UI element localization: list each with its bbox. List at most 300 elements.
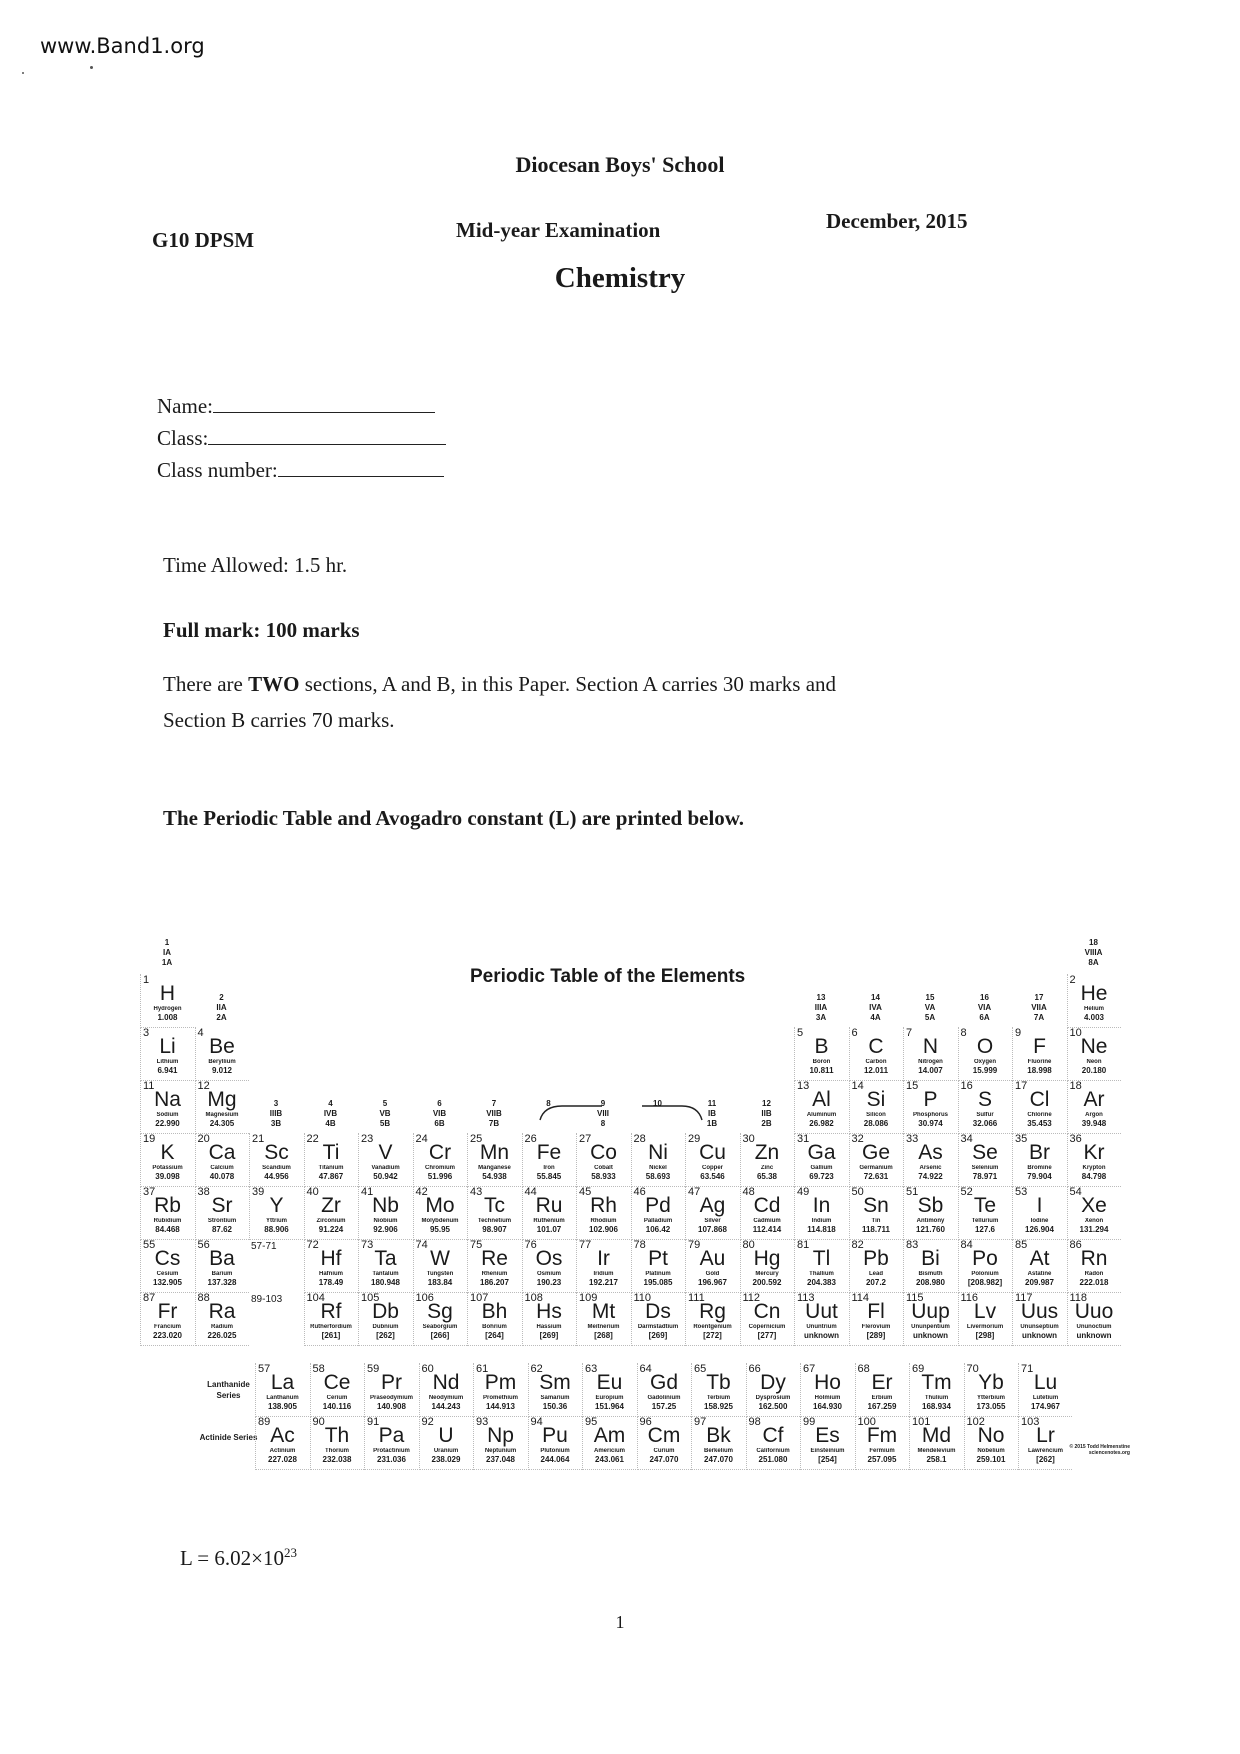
group-header-6 [413,1099,467,1129]
element-symbol: Eu [596,1371,623,1394]
atomic-weight: 65.38 [756,1172,778,1181]
atomic-number: 48 [742,1186,755,1198]
atomic-number: 66 [748,1363,761,1375]
group-label: 1A [161,958,173,967]
atomic-number: 31 [797,1133,810,1145]
series-placeholder: 89-103 [251,1294,283,1305]
group-label: 18 [1089,938,1098,947]
element-symbol: Rn [1080,1247,1108,1270]
element-symbol: Rg [699,1300,726,1323]
atomic-weight: 58.933 [591,1172,616,1181]
atomic-number: 39 [252,1186,265,1198]
atomic-number: 28 [633,1133,646,1145]
element-cell-sn [849,1186,903,1240]
element-symbol: Ne [1080,1035,1108,1058]
element-symbol: Tm [921,1371,952,1394]
sections-line-1 [163,672,1063,697]
element-name: Platinum [645,1271,671,1277]
element-cell-kr [1067,1133,1121,1187]
element-name: Neon [1086,1059,1102,1065]
element-cell-db [358,1292,412,1346]
element-name: Thallium [809,1271,834,1277]
atomic-weight: 114.818 [807,1225,836,1234]
name-field[interactable] [157,392,435,419]
element-name: Thorium [325,1448,349,1454]
element-cell-in [794,1186,848,1240]
element-cell-ca [195,1133,249,1187]
group-label: IB [708,1109,716,1118]
element-name: Europium [595,1395,624,1401]
element-name: Tantalum [372,1271,399,1277]
atomic-weight: 69.723 [809,1172,834,1181]
atomic-number: 3 [143,1027,150,1039]
element-cell-ge [849,1133,903,1187]
element-cell-sm [528,1363,582,1417]
element-cell-fr [140,1292,194,1346]
atomic-weight: 178.49 [318,1278,344,1287]
group-label: 9 [600,1099,606,1108]
atomic-weight: 107.868 [698,1225,727,1234]
group-header-7 [467,1099,521,1129]
element-name: Lutetium [1032,1395,1059,1401]
atomic-weight: 190.23 [536,1278,562,1287]
element-symbol: Pm [484,1371,517,1394]
element-name: Copernicium [748,1324,786,1330]
element-name: Lanthanum [266,1395,299,1401]
group-header-5 [358,1099,412,1129]
element-cell-fe [522,1133,576,1187]
element-cell-as [903,1133,957,1187]
element-symbol: Ac [270,1424,295,1447]
element-symbol: Si [866,1088,886,1111]
atomic-weight: 168.934 [922,1402,951,1411]
element-name: Curium [653,1448,675,1454]
element-cell-pb [849,1239,903,1293]
element-cell-ir [576,1239,630,1293]
avogadro-exponent: 23 [284,1545,297,1560]
element-name: Tellurium [971,1218,999,1224]
element-name: Roentgenium [693,1324,732,1330]
element-symbol: P [923,1088,938,1111]
atomic-weight: 186.207 [480,1278,509,1287]
group-label: 1 [164,938,170,947]
element-symbol: Hf [320,1247,342,1270]
element-symbol: Uut [805,1300,838,1323]
element-cell-sb [903,1186,957,1240]
element-name: Seaborgium [422,1324,458,1330]
element-cell-ho [800,1363,854,1417]
copyright-line: sciencenotes.org [1088,1450,1130,1456]
element-cell-tm [909,1363,963,1417]
scan-speck [22,72,24,74]
element-cell-ta [358,1239,412,1293]
element-cell-cd [740,1186,794,1240]
element-name: Gadolinium [647,1395,681,1401]
atomic-number: 64 [639,1363,652,1375]
atomic-number: 104 [306,1292,325,1304]
atomic-weight: 112.414 [752,1225,782,1234]
element-cell-cs [140,1239,194,1293]
atomic-weight: 251.080 [758,1455,788,1464]
atomic-number: 73 [361,1239,374,1251]
element-name: Titanium [318,1165,344,1171]
atomic-number: 97 [694,1416,707,1428]
avogadro-constant [180,1545,297,1571]
element-name: Holmium [814,1395,841,1401]
element-symbol: Tb [706,1371,731,1394]
element-name: Potassium [152,1165,183,1171]
copyright-line: © 2015 Todd Helmenstine [1069,1444,1130,1450]
element-name: Astatine [1027,1271,1052,1277]
atomic-number: 2 [1069,974,1076,986]
group-label: 11 [707,1099,717,1108]
atomic-weight: 162.500 [758,1402,788,1411]
element-symbol: Nd [432,1371,460,1394]
atomic-weight: 257.095 [867,1455,897,1464]
class-number-field[interactable] [157,456,444,483]
atomic-weight: [277] [757,1331,777,1340]
group-label: 7 [491,1099,497,1108]
atomic-number: 33 [906,1133,919,1145]
element-name: Fermium [869,1448,895,1454]
atomic-number: 111 [688,1292,705,1304]
element-symbol: B [814,1035,829,1058]
element-symbol: Bk [706,1424,731,1447]
element-name: Promethium [482,1395,518,1401]
atomic-weight: 74.922 [918,1172,943,1181]
atomic-number: 53 [1015,1186,1028,1198]
time-allowed: Time Allowed: 1.5 hr. [163,553,348,577]
atomic-weight: 24.305 [209,1119,235,1128]
group-label: 2 [219,993,224,1002]
element-symbol: Ag [699,1194,726,1217]
atomic-number: 29 [688,1133,701,1145]
atomic-number: 37 [143,1186,156,1198]
atomic-weight: 95.95 [429,1225,451,1234]
atomic-weight: 18.998 [1027,1066,1052,1075]
atomic-number: 19 [143,1133,156,1145]
element-name: Hydrogen [153,1006,182,1012]
group-header-13 [794,993,848,1023]
element-cell-ds [631,1292,685,1346]
atomic-weight: 63.546 [700,1172,725,1181]
atomic-number: 26 [524,1133,537,1145]
atomic-weight: 167.259 [867,1402,897,1411]
atomic-weight: [269] [648,1331,668,1340]
atomic-number: 14 [851,1080,864,1092]
element-cell-pa [364,1416,418,1470]
element-cell-th [310,1416,364,1470]
atomic-number: 55 [143,1239,156,1251]
group-label: IA [163,948,171,957]
group-label: 4B [325,1119,336,1128]
group-header-12 [740,1099,794,1129]
group-label: 5B [379,1119,391,1128]
element-name: Plutonium [540,1448,570,1454]
atomic-number: 25 [470,1133,483,1145]
element-symbol: Ce [323,1371,351,1394]
atomic-number: 22 [306,1133,319,1145]
atomic-number: 50 [851,1186,864,1198]
element-cell-ni [631,1133,685,1187]
element-symbol: Lv [973,1300,997,1323]
atomic-number: 6 [851,1027,858,1039]
atomic-number: 87 [143,1292,156,1304]
element-symbol: W [430,1247,450,1270]
group-label: 4A [870,1013,881,1022]
element-cell-hs [522,1292,576,1346]
atomic-number: 108 [524,1292,543,1304]
atomic-number: 83 [906,1239,919,1251]
atomic-number: 59 [367,1363,380,1375]
element-symbol: At [1029,1247,1050,1270]
element-name: Lead [868,1271,883,1277]
atomic-number: 90 [312,1416,325,1428]
element-name: Uranium [433,1448,459,1454]
group-label: 3 [273,1099,279,1108]
element-name: Neodymium [428,1395,464,1401]
element-cell-rf [304,1292,358,1346]
element-symbol: Cr [428,1141,452,1164]
element-symbol: Ba [209,1247,235,1270]
element-name: Phosphorus [912,1112,948,1118]
element-name: Iron [543,1165,555,1171]
atomic-number: 10 [1069,1027,1082,1039]
atomic-weight: [289] [866,1331,886,1340]
element-name: Silicon [866,1112,886,1118]
element-name: Samarium [540,1395,570,1401]
atomic-number: 78 [633,1239,646,1251]
element-name: Gold [705,1271,720,1277]
element-cell-h [140,974,194,1028]
class-field[interactable] [157,424,446,451]
element-cell-ti [304,1133,358,1187]
atomic-number: 93 [476,1416,489,1428]
element-cell-lu [1018,1363,1072,1417]
atomic-number: 88 [197,1292,210,1304]
element-cell-tc [467,1186,521,1240]
element-symbol: Al [812,1088,831,1111]
atomic-number: 100 [857,1416,876,1428]
atomic-number: 109 [579,1292,598,1304]
element-cell-sc [249,1133,303,1187]
atomic-weight: 12.011 [863,1066,889,1075]
atomic-number: 43 [470,1186,483,1198]
atomic-weight: [272] [703,1331,722,1340]
element-symbol: V [378,1141,393,1164]
element-symbol: Es [815,1424,840,1447]
element-cell-i [1012,1186,1066,1240]
periodic-table [140,920,1130,1470]
atomic-weight: 244.064 [540,1455,570,1464]
element-symbol: Co [590,1141,617,1164]
atomic-number: 71 [1021,1363,1034,1375]
atomic-number: 62 [530,1363,543,1375]
class-blank[interactable] [208,424,446,445]
element-symbol: Zr [321,1194,341,1217]
element-name: Cerium [326,1395,348,1401]
atomic-weight: 35.453 [1027,1119,1052,1128]
element-name: Niobium [373,1218,398,1224]
element-symbol: Nb [372,1194,399,1217]
class-number-blank[interactable] [278,456,444,477]
element-cell-fm [855,1416,909,1470]
element-symbol: Mn [479,1141,510,1164]
element-cell-y [249,1186,303,1240]
element-name: Magnesium [205,1112,239,1118]
group-label: VIIA [1031,1003,1047,1012]
element-cell-md [909,1416,963,1470]
atomic-weight: unknown [803,1331,840,1340]
element-name: Americium [593,1448,625,1454]
atomic-number: 20 [197,1133,210,1145]
atomic-number: 38 [197,1186,210,1198]
series-label: Lanthanide Series [207,1380,250,1400]
element-cell-te [958,1186,1012,1240]
periodic-table-title: Periodic Table of the Elements [470,966,746,987]
element-name: Polonium [971,1271,999,1277]
element-name: Bromine [1027,1165,1052,1171]
atomic-number: 13 [797,1080,810,1092]
atomic-weight: 39.948 [1081,1119,1107,1128]
element-name: Cobalt [594,1165,613,1171]
atomic-weight: 223.020 [153,1331,182,1340]
element-symbol: As [918,1141,943,1164]
series-label: Actinide Series [199,1433,258,1442]
element-symbol: Po [972,1247,998,1270]
element-cell-cn [740,1292,794,1346]
atomic-weight: 137.328 [207,1278,237,1287]
element-name: Zirconium [316,1218,346,1224]
element-name: Scandium [262,1165,291,1171]
element-cell-mt [576,1292,630,1346]
element-symbol: Cn [753,1300,781,1323]
atomic-weight: 22.990 [155,1119,180,1128]
element-name: Chromium [425,1165,455,1171]
atomic-number: 113 [797,1292,815,1304]
element-symbol: Pb [863,1247,889,1270]
atomic-weight: 51.996 [427,1172,453,1181]
element-cell-k [140,1133,194,1187]
element-symbol: Uuo [1074,1300,1114,1323]
atomic-weight: 192.217 [589,1278,618,1287]
atomic-weight: 50.942 [373,1172,398,1181]
element-cell-pu [528,1416,582,1470]
element-cell-v [358,1133,412,1187]
element-symbol: Yb [978,1371,1004,1394]
element-symbol: Sr [211,1194,233,1217]
atomic-weight: 238.029 [431,1455,461,1464]
atomic-number: 16 [960,1080,973,1092]
atomic-number: 94 [530,1416,543,1428]
element-name: Meitnerium [587,1324,620,1330]
element-name: Terbium [706,1395,731,1401]
element-name: Lawrencium [1027,1448,1063,1454]
element-name: Mercury [755,1271,779,1277]
element-name: Technetium [477,1218,512,1224]
atomic-number: 84 [960,1239,973,1251]
atomic-number: 110 [633,1292,652,1304]
element-cell-ra [195,1292,249,1346]
group-label: 2B [761,1119,772,1128]
atomic-number: 112 [742,1292,761,1304]
atomic-number: 79 [688,1239,701,1251]
element-cell-cf [746,1416,800,1470]
atomic-number: 4 [197,1027,204,1039]
atomic-weight: 44.956 [264,1172,289,1181]
element-symbol: Y [269,1194,284,1217]
atomic-weight: 106.42 [645,1225,671,1234]
atomic-weight: 243.061 [595,1455,624,1464]
atomic-number: 17 [1015,1080,1028,1092]
atomic-number: 116 [960,1292,979,1304]
element-name: Protactinium [373,1448,410,1454]
atomic-weight: [262] [376,1331,395,1340]
group-label: 6B [434,1119,445,1128]
atomic-weight: 140.116 [322,1402,352,1411]
element-name: Cadmium [753,1218,781,1224]
element-cell-li [140,1027,194,1081]
group-label: 1B [706,1119,718,1128]
element-cell-w [413,1239,467,1293]
group-label: 3A [815,1013,827,1022]
element-symbol: Ds [645,1300,671,1323]
atomic-number: 15 [906,1080,919,1092]
element-symbol: Cu [699,1141,726,1164]
atomic-weight: unknown [912,1331,949,1340]
element-name: Francium [153,1324,181,1330]
element-symbol: Rb [154,1194,181,1217]
element-symbol: Sn [863,1194,889,1217]
group-label: 8A [1088,958,1099,967]
element-symbol: Uus [1020,1300,1059,1323]
atomic-number: 114 [851,1292,870,1304]
element-symbol: Cf [762,1424,784,1447]
group-header-17 [1012,993,1066,1023]
atomic-number: 32 [851,1133,864,1145]
atomic-weight: 40.078 [209,1172,235,1181]
atomic-number: 40 [306,1186,319,1198]
element-cell-c [849,1027,903,1081]
atomic-weight: 195.085 [643,1278,673,1287]
name-blank[interactable] [213,392,435,413]
element-name: Darmstadtium [637,1324,679,1330]
element-symbol: Te [973,1194,997,1217]
atomic-number: 9 [1015,1027,1022,1039]
atomic-weight: 4.003 [1083,1013,1105,1022]
element-symbol: Rh [590,1194,617,1217]
group-label: 3B [270,1119,282,1128]
element-cell-gd [637,1363,691,1417]
group-label: 8 [600,1119,606,1128]
element-symbol: Os [535,1247,563,1270]
element-cell-rh [576,1186,630,1240]
atomic-weight: 150.36 [542,1402,568,1411]
element-name: Fluorine [1027,1059,1052,1065]
atomic-number: 76 [524,1239,537,1251]
atomic-number: 24 [415,1133,428,1145]
course-code: G10 DPSM [152,228,255,252]
group-label: 7B [488,1119,500,1128]
element-cell-xe [1067,1186,1121,1240]
atomic-weight: 144.243 [431,1402,461,1411]
element-name: Selenium [971,1165,999,1171]
atomic-number: 56 [197,1239,210,1251]
element-symbol: Lr [1036,1424,1055,1447]
element-name: Strontium [207,1218,237,1224]
element-symbol: Mt [591,1300,616,1323]
page-number: 1 [615,1612,625,1632]
